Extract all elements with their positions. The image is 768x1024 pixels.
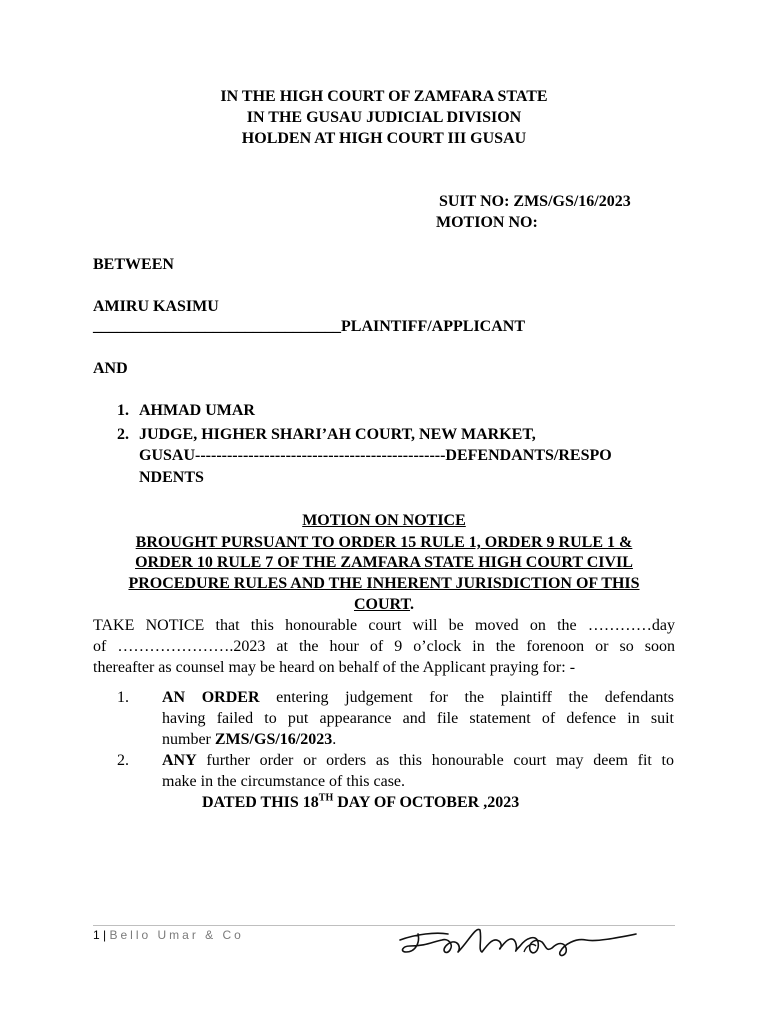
plaintiff-name: AMIRU KASIMU — [93, 298, 219, 315]
dated-line — [202, 794, 519, 812]
prayer-1-line-3-post: . — [332, 731, 337, 748]
plaintiff-designation: _______________________________PLAINTIFF/APPLICANT — [93, 318, 526, 335]
prayer-2-number: 2. — [117, 752, 129, 769]
dated-post: DAY OF OCTOBER ,2023 — [333, 794, 520, 811]
prayer-1-line-3 — [162, 731, 336, 749]
motion-basis-line-4-wrap — [0, 596, 768, 614]
between-label: BETWEEN — [93, 256, 174, 273]
prayer-1-number: 1. — [117, 689, 129, 706]
prayer-1-line-3-pre: number — [162, 731, 215, 748]
motion-basis-line-3: PROCEDURE RULES AND THE INHERENT JURISDICTION OF THIS — [128, 575, 640, 592]
defendant-2-designation-cont: NDENTS — [139, 469, 204, 486]
notice-line-1: TAKE NOTICE that this honourable court will be moved on the …………day — [93, 617, 675, 634]
prayer-2-line-1 — [162, 752, 674, 770]
notice-line-2: of ………………….2023 at the hour of 9 o’clock in the forenoon or so soon — [93, 638, 675, 655]
footer-separator: | — [99, 928, 110, 942]
footer-firm-name: Bello Umar & Co — [109, 928, 244, 942]
suit-number: SUIT NO: ZMS/GS/16/2023 — [439, 193, 631, 210]
motion-basis-line-4: COURT — [353, 596, 411, 613]
defendant-1-number: 1. — [117, 402, 129, 419]
prayer-1-line-2: having failed to put appearance and file statement of defence in suit — [162, 710, 674, 727]
prayer-1-suit-number: ZMS/GS/16/2023 — [214, 731, 333, 748]
footer — [93, 928, 244, 942]
footer-page-number: 1 — [93, 928, 100, 942]
notice-line-3: thereafter as counsel may be heard on behalf of the Applicant praying for: - — [93, 659, 576, 676]
signature — [396, 912, 640, 960]
prayer-1-line-1 — [162, 689, 674, 707]
prayer-1-text: entering judgement for the plaintiff the defendants — [259, 689, 675, 706]
court-title-line-2: IN THE GUSAU JUDICIAL DIVISION — [246, 109, 522, 126]
prayer-2-text: further order or orders as this honourable court may deem fit to — [196, 752, 674, 769]
dated-sup: TH — [318, 792, 334, 804]
motion-basis-period: . — [410, 596, 415, 613]
court-title-line-3: HOLDEN AT HIGH COURT III GUSAU — [241, 130, 527, 147]
defendant-1-name: AHMAD UMAR — [139, 402, 255, 419]
motion-number: MOTION NO: — [436, 214, 538, 231]
dated-pre: DATED THIS 18 — [202, 794, 319, 811]
prayer-1-lead: AN ORDER — [162, 689, 260, 706]
motion-title: MOTION ON NOTICE — [302, 512, 466, 529]
and-label: AND — [93, 360, 128, 377]
prayer-2-line-2: make in the circumstance of this case. — [162, 773, 406, 790]
defendant-2-designation: GUSAU-----------------------------------------------DEFENDANTS/RESPO — [139, 447, 612, 464]
motion-basis-line-1: BROUGHT PURSUANT TO ORDER 15 RULE 1, ORDER 9 RULE 1 & — [135, 534, 633, 551]
motion-basis-line-2: ORDER 10 RULE 7 OF THE ZAMFARA STATE HIGH COURT CIVIL — [135, 554, 633, 571]
court-title-line-1: IN THE HIGH COURT OF ZAMFARA STATE — [220, 88, 548, 105]
defendant-2-name: JUDGE, HIGHER SHARI’AH COURT, NEW MARKET, — [139, 426, 536, 443]
prayer-2-lead: ANY — [162, 752, 197, 769]
defendant-2-number: 2. — [117, 426, 129, 443]
